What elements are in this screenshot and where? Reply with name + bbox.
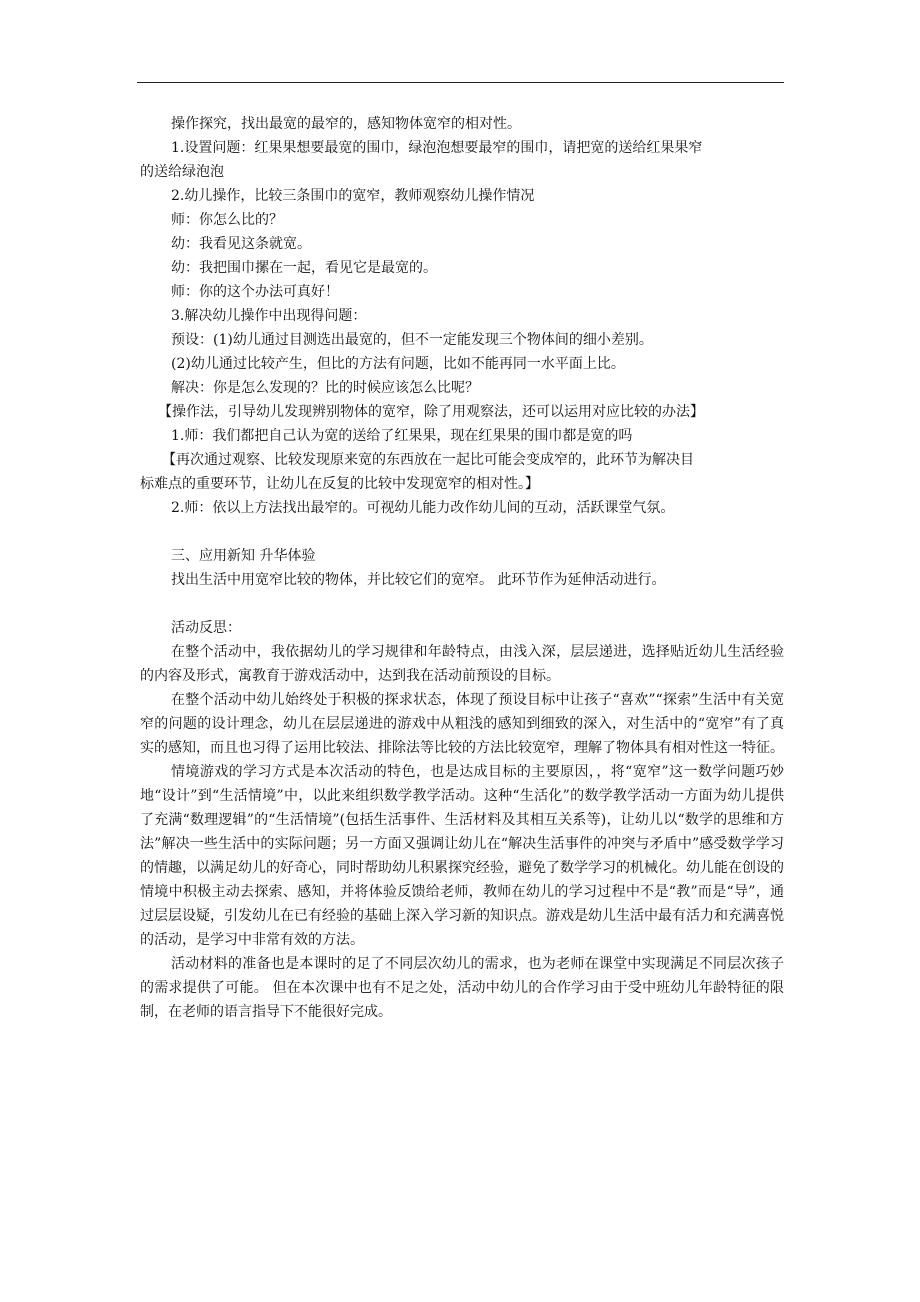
dialogue-line: 师：你的这个办法可真好！ [171,284,339,300]
dialogue-line: 幼：我把围巾摞在一起，看见它是最宽的。 [171,260,437,276]
spacer [140,592,784,616]
section-heading: 三、应用新知 升华体验 [171,548,316,564]
spacer [140,520,784,544]
text-line: 预设：(1)幼儿通过目测选出最宽的，但不一定能发现三个物体间的细小差别。 [171,332,653,348]
text-line: 3.解决幼儿操作中出现得问题： [171,308,367,324]
text-line: 找出生活中用宽窄比较的物体，并比较它们的宽窄。 此环节作为延伸活动进行。 [171,572,666,588]
note-line: 【操作法，引导幼儿发现辨别物体的宽窄，除了用观察法，还可以运用对应比较的办法】 [158,404,704,420]
document-body [140,112,784,1024]
text-line: 1.设置问题：红果果想要最宽的围巾，绿泡泡想要最窄的围巾，请把宽的送给红果果窄 [171,140,703,156]
header-rule [137,82,784,83]
reflection-paragraph: 活动材料的准备也是本课时的足了不同层次幼儿的需求，也为老师在课堂中实现满足不同层次孩子的需求提供了可能。 但在本次课中也有不足之处，活动中幼儿的合作学习由于受中班幼儿年龄特征的限制，在老师的语言指导下不能很好完成。 [140,956,784,1020]
text-line: 1.师：我们都把自己认为宽的送给了红果果，现在红果果的围巾都是宽的吗 [171,428,633,444]
reflection-paragraph: 情境游戏的学习方式是本次活动的特色，也是达成目标的主要原因，，将“宽窄”这一数学问题巧妙地“设计”到“生活情境”中，以此来组织数学教学活动。这种“生活化”的数学教学活动一方面为幼儿提供了充满“数理逻辑”的“生活情境”(包括生活事件、生活材料及其相互关系等)，让幼儿以“数学的思维和方法”解决一些生活中的实际问题；另一方面又强调让幼儿在“解决生活事件的冲突与矛盾中”感受数学学习的情趣，以满足幼儿的好奇心，同时帮助幼儿积累探究经验，避免了数学学习的机械化。幼儿能在创设的情境中积极主动去探索、感知，并将体验反馈给老师，教师在幼儿的学习过程中不是“教”而是“导”，通过层层设疑，引发幼儿在已有经验的基础上深入学习新的知识点。游戏是幼儿生活中最有活力和充满喜悦的活动，是学习中非常有效的方法。 [140,764,784,948]
note-line: 标难点的重要环节，让幼儿在反复的比较中发现宽窄的相对性。】 [140,476,539,492]
dialogue-line: 幼：我看见这条就宽。 [171,236,311,252]
text-line: 的送给绿泡泡 [140,164,224,180]
text-line: (2)幼儿通过比较产生，但比的方法有问题，比如不能再同一水平面上比。 [171,356,625,372]
note-line: 【再次通过观察、比较发现原来宽的东西放在一起比可能会变成窄的，此环节为解决目 [162,452,694,468]
text-line: 2.幼儿操作，比较三条围巾的宽窄，教师观察幼儿操作情况 [171,188,535,204]
dialogue-line: 师：你怎么比的？ [171,212,283,228]
section-heading: 活动反思： [171,620,241,636]
text-line: 解决：你是怎么发现的？比的时候应该怎么比呢？ [171,380,479,396]
text-line: 操作探究，找出最宽的最窄的，感知物体宽窄的相对性。 [171,116,521,132]
text-line: 2.师：依以上方法找出最窄的。可视幼儿能力改作幼儿间的互动，活跃课堂气氛。 [171,500,675,516]
reflection-paragraph: 在整个活动中，我依据幼儿的学习规律和年龄特点，由浅入深，层层递进，选择贴近幼儿生活经验的内容及形式，寓教育于游戏活动中，达到我在活动前预设的目标。 [140,644,784,684]
reflection-paragraph: 在整个活动中幼儿始终处于积极的探求状态，体现了预设目标中让孩子“喜欢”“探索”生活中有关宽窄的问题的设计理念，幼儿在层层递进的游戏中从粗浅的感知到细致的深入，对生活中的“宽窄”有了真实的感知，而且也习得了运用比较法、排除法等比较的方法比较宽窄，理解了物体具有相对性这一特征。 [140,692,784,756]
